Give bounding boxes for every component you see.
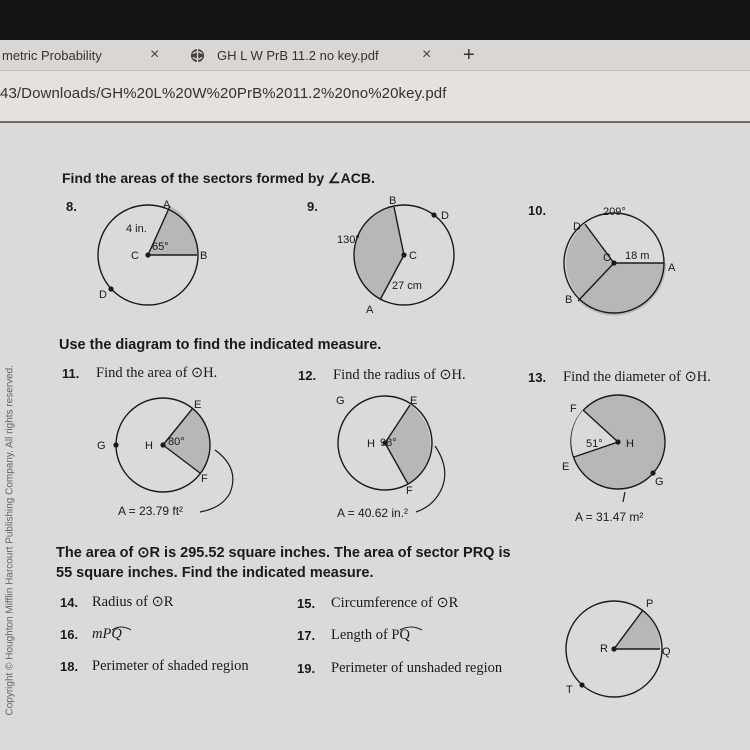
new-tab-button[interactable]: + (463, 43, 475, 66)
point-label-b: B (565, 294, 573, 306)
copyright-notice: Copyright © Houghton Mifflin Harcourt Publishing Company. All rights reserved. (4, 365, 16, 716)
point-label-a: A (668, 262, 676, 274)
problem-text: Find the area of ⊙H. (96, 365, 218, 381)
problem-text: Circumference of ⊙R (331, 595, 459, 611)
point-label-a: A (366, 304, 374, 316)
tab-metric-probability[interactable] (0, 40, 175, 70)
problem-text: mPQ (92, 626, 122, 642)
point-label-r: R (600, 643, 608, 655)
browser-tab-strip (0, 40, 750, 71)
problem-number: 19. (297, 661, 316, 676)
area-label: A = 31.47 m² (575, 510, 644, 524)
angle-label: 51° (586, 438, 603, 450)
problem-number: 13. (528, 370, 547, 385)
address-bar[interactable] (0, 71, 750, 121)
problem-number: 9. (307, 199, 318, 214)
point-label-c: C (409, 250, 417, 262)
pdf-page (0, 123, 750, 750)
problem-text: Perimeter of shaded region (92, 658, 249, 674)
section3-diagram (0, 593, 750, 703)
tab-pdf[interactable] (185, 40, 445, 70)
area-label: A = 40.62 in.² (337, 506, 409, 520)
tab-title: GH L W PrB 11.2 no key.pdf (217, 47, 379, 63)
point-label-d: D (99, 289, 107, 301)
point-label-t: T (566, 684, 573, 696)
section-heading: Use the diagram to find the indicated measure. (59, 337, 382, 353)
circle-diagram-10 (564, 206, 676, 315)
point-label-h: H (626, 438, 634, 450)
problem-number: 15. (297, 596, 316, 611)
angle-label: 130° (337, 234, 360, 246)
point-label-d: D (573, 221, 581, 233)
section1-diagrams (0, 193, 750, 348)
url-text[interactable]: 43/Downloads/GH%20L%20W%20PrB%2011.2%20no%20key.pdf (0, 85, 447, 102)
problem-number: 18. (60, 659, 79, 674)
point-label-a: A (163, 199, 171, 211)
circle-diagram-8 (98, 199, 207, 305)
circle-diagram-r (566, 598, 671, 697)
section-heading: Find the areas of the sectors formed by ∠ACB. (62, 170, 375, 186)
point-label-c: C (603, 252, 611, 264)
circle-diagram-13 (562, 395, 665, 502)
point-label-d: D (441, 210, 449, 222)
point-label-h: H (367, 438, 375, 450)
globe-icon (190, 48, 205, 63)
angle-label: 65° (152, 241, 169, 253)
point-label-e: E (194, 399, 202, 411)
point-label-g: G (97, 440, 106, 452)
section-heading: The area of ⊙R is 295.52 square inches. The area of sector PRQ is (56, 545, 511, 561)
problem-number: 11. (62, 366, 80, 381)
problem-number: 12. (298, 368, 317, 383)
problem-text: Length of PQ (331, 627, 410, 643)
problem-number: 14. (60, 595, 79, 610)
radius-label: 4 in. (126, 223, 147, 235)
angle-label: 209° (603, 206, 626, 218)
point-label-f: F (406, 485, 413, 497)
circle-diagram-9 (337, 195, 454, 316)
problem-number: 16. (60, 627, 79, 642)
problem-number: 17. (297, 628, 316, 643)
point-label-g: G (336, 395, 345, 407)
problem-number: 10. (528, 203, 547, 218)
angle-label: 98° (380, 437, 397, 449)
top-dark-bezel (0, 0, 750, 40)
problem-text: Perimeter of unshaded region (331, 660, 503, 676)
angle-label: 80° (168, 436, 185, 448)
circle-diagram-11 (97, 398, 233, 512)
point-label-e: E (410, 395, 418, 407)
problem-number: 8. (66, 199, 77, 214)
point-label-f: F (201, 473, 208, 485)
problem-text: Find the radius of ⊙H. (333, 367, 466, 383)
tab-title: metric Probability (2, 47, 102, 63)
point-label-b: B (389, 195, 397, 207)
point-label-e: E (562, 461, 570, 473)
radius-label: 27 cm (392, 280, 422, 292)
problem-text: Find the diameter of ⊙H. (563, 369, 711, 385)
section-heading-line2: 55 square inches. Find the indicated measure. (56, 565, 374, 581)
point-label-p: P (646, 598, 654, 610)
point-label-c: C (131, 250, 139, 262)
point-label-q: Q (662, 646, 671, 658)
close-icon[interactable]: × (422, 46, 432, 63)
point-label-h: H (145, 440, 153, 452)
area-label: A = 23.79 ft² (118, 504, 184, 518)
circle-diagram-12 (336, 395, 445, 512)
point-label-g: G (655, 476, 664, 488)
close-icon[interactable]: × (150, 46, 160, 63)
problem-text: Radius of ⊙R (92, 594, 174, 610)
point-label-b: B (200, 250, 208, 262)
radius-label: 18 m (625, 250, 650, 262)
point-label-f: F (570, 403, 577, 415)
